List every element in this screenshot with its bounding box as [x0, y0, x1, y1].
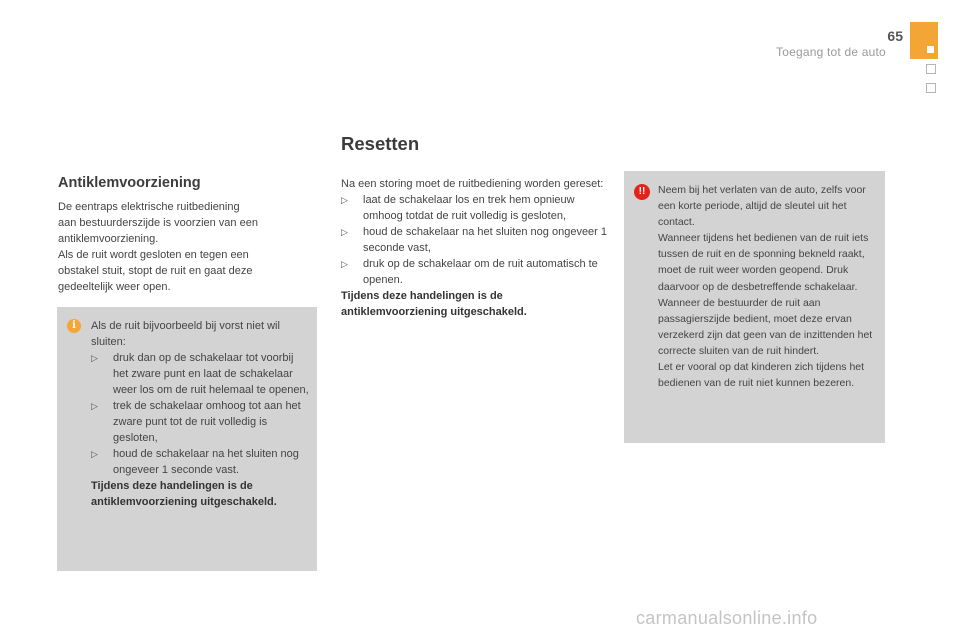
reset-bullet: ▷ laat de schakelaar los en trek hem opnieuw omhoog totdat de ruit volledig is gesloten, [341, 194, 575, 222]
arrow-bullet-icon: ▷ [91, 401, 98, 411]
reset-lead: Na een storing moet de ruitbediening worden gereset: [341, 178, 604, 190]
info-bullet: ▷ druk dan op de schakelaar tot voorbij het zware punt en laat de schakelaar weer los om de ruit helemaal te openen, [91, 352, 309, 396]
section-title: Toegang tot de auto [776, 45, 886, 59]
info-box [57, 307, 317, 571]
info-icon: i [67, 319, 81, 333]
warning-icon: !! [634, 184, 650, 200]
arrow-bullet-icon: ▷ [91, 353, 98, 363]
intro-line: aan bestuurderszijde is voorzien van een [58, 217, 258, 229]
tab-square-icon [927, 46, 934, 53]
antiklem-heading: Antiklemvoorziening [58, 175, 201, 191]
page-number: 65 [887, 28, 903, 44]
info-bullet: ▷ houd de schakelaar na het sluiten nog ongeveer 1 seconde vast. [91, 448, 299, 476]
warning-line: Wanneer tijdens het bedienen van de ruit iets tussen de ruit en de sponning bekneld raakt, moet de ruit weer worden geopend. Druk daarvoor op de desbetreffende schakelaar. [658, 232, 869, 293]
info-bullet: ▷ trek de schakelaar omhoog tot aan het zware punt tot de ruit volledig is gesloten, [91, 400, 301, 444]
section-tab [910, 22, 938, 59]
reset-body [341, 176, 611, 320]
intro-line: De eentraps elektrische ruitbediening [58, 201, 240, 213]
intro-line: gedeeltelijk weer open. [58, 281, 171, 293]
checkbox-square-icon [926, 64, 936, 74]
arrow-bullet-icon: ▷ [341, 259, 348, 269]
warning-line: Wanneer de bestuurder de ruit aan passagierszijde bedient, moet deze ervan verzekerd zijn dat geen van de inzittenden het correcte sluiten van de ruit hindert. [658, 296, 873, 357]
warning-box [624, 171, 885, 443]
intro-line: Als de ruit wordt gesloten en tegen een [58, 249, 249, 261]
intro-line: antiklemvoorziening. [58, 233, 159, 245]
reset-heading: Resetten [341, 133, 420, 154]
warning-line: Let er vooral op dat kinderen zich tijdens het bedienen van de ruit niet kunnen bezeren. [658, 361, 865, 390]
arrow-bullet-icon: ▷ [341, 195, 348, 205]
reset-bold-note: Tijdens deze handelingen is de antiklemvoorziening uitgeschakeld. [341, 290, 527, 318]
warning-line: Neem bij het verlaten van de auto, zelfs voor een korte periode, altijd de sleutel uit het contact. [658, 184, 866, 229]
info-bold-note: Tijdens deze handelingen is de antiklemvoorziening uitgeschakeld. [91, 480, 277, 508]
reset-bullet: ▷ houd de schakelaar na het sluiten nog ongeveer 1 seconde vast, [341, 226, 608, 254]
reset-bullet: ▷ druk op de schakelaar om de ruit automatisch te openen. [341, 258, 598, 286]
antiklem-intro [58, 199, 298, 295]
arrow-bullet-icon: ▷ [341, 227, 348, 237]
intro-line: obstakel stuit, stopt de ruit en gaat deze [58, 265, 253, 277]
checkbox-square-icon [926, 83, 936, 93]
arrow-bullet-icon: ▷ [91, 449, 98, 459]
info-lead: Als de ruit bijvoorbeeld bij vorst niet wil sluiten: [91, 320, 280, 348]
watermark: carmanualsonline.info [636, 608, 818, 628]
